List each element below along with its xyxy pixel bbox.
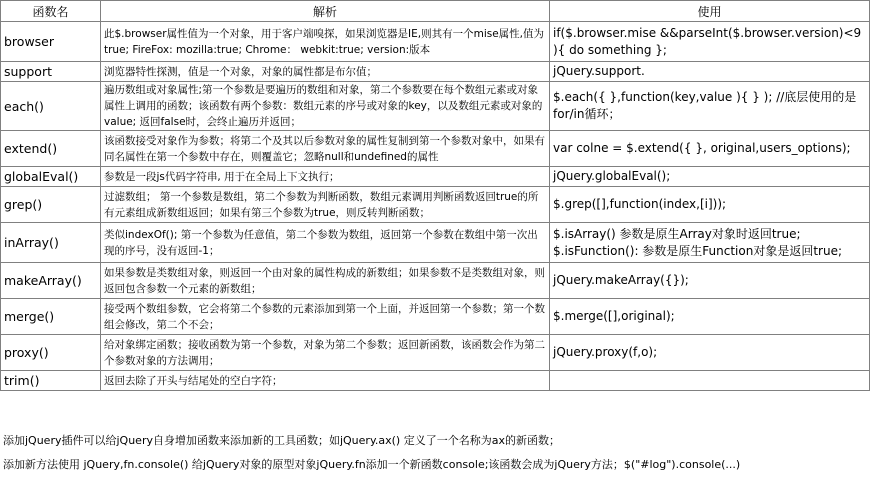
table-header-row (1, 1, 870, 22)
table-row (1, 371, 870, 391)
usage-cell: var colne = $.extend({ }, original,users_options); (550, 131, 870, 167)
table-body (1, 22, 870, 391)
note-plugin-method: 添加新方法使用 jQuery,fn.console() 给jQuery对象的原型对象jQuery.fn添加一个新函数console;该函数会成为jQuery方法；$("#log").console(...) (3, 458, 741, 471)
usage-cell: jQuery.support. (550, 62, 870, 82)
function-name-cell: merge() (1, 299, 101, 335)
table-row (1, 167, 870, 187)
header-name: 函数名 (1, 1, 101, 22)
usage-cell: jQuery.globalEval(); (550, 167, 870, 187)
usage-cell: $.grep([],function(index,[i])); (550, 187, 870, 223)
table-row (1, 263, 870, 299)
usage-cell: jQuery.makeArray({}); (550, 263, 870, 299)
description-cell: 遍历数组或对象属性;第一个参数是要遍历的数组和对象，第二个参数要在每个数组元素或对象属性上调用的函数；该函数有两个参数：数组元素的序号或对象的key，以及数组元素或对象的value; 返回false时，会终止遍历并返回； (101, 82, 550, 131)
usage-cell: jQuery.proxy(f,o); (550, 335, 870, 371)
function-name-cell: inArray() (1, 223, 101, 263)
function-name-cell: grep() (1, 187, 101, 223)
function-name-cell: trim() (1, 371, 101, 391)
function-name-cell: extend() (1, 131, 101, 167)
note-plugin-function: 添加jQuery插件可以给jQuery自身增加函数来添加新的工具函数；如jQuery.ax() 定义了一个名称为ax的新函数； (3, 434, 560, 447)
usage-cell: $.merge([],original); (550, 299, 870, 335)
table-row (1, 62, 870, 82)
description-cell: 类似indexOf(); 第一个参数为任意值，第二个参数为数组，返回第一个参数在数组中第一次出现的序号，没有返回-1； (101, 223, 550, 263)
table-row (1, 335, 870, 371)
description-cell: 此$.browser属性值为一个对象，用于客户端嗅探，如果浏览器是IE,则其有一个mise属性,值为true; FireFox: mozilla:true; Chrome： webkit:true; version:版本 (101, 22, 550, 62)
function-name-cell: globalEval() (1, 167, 101, 187)
function-name-cell: makeArray() (1, 263, 101, 299)
usage-cell: $.each({ },function(key,value ){ } ); //底层使用的是for/in循环； (550, 82, 870, 131)
table-row (1, 299, 870, 335)
table-row (1, 131, 870, 167)
description-cell: 浏览器特性探测，值是一个对象，对象的属性都是布尔值； (101, 62, 550, 82)
function-name-cell: browser (1, 22, 101, 62)
description-cell: 参数是一段js代码字符串, 用于在全局上下文执行； (101, 167, 550, 187)
function-name-cell: each() (1, 82, 101, 131)
description-cell: 给对象绑定函数；接收函数为第一个参数，对象为第二个参数；返回新函数，该函数会作为第二个参数对象的方法调用； (101, 335, 550, 371)
function-name-cell: support (1, 62, 101, 82)
usage-cell: if($.browser.mise &&parseInt($.browser.version)<9 ){ do something }; (550, 22, 870, 62)
table-row (1, 223, 870, 263)
header-desc: 解析 (101, 1, 550, 22)
description-cell: 如果参数是类数组对象，则返回一个由对象的属性构成的新数组；如果参数不是类数组对象，则返回包含参数一个元素的新数组； (101, 263, 550, 299)
usage-cell (550, 371, 870, 391)
description-cell: 过滤数组； 第一个参数是数组，第二个参数为判断函数，数组元素调用判断函数返回true的所有元素组成新数组返回；如果有第三个参数为true，则反转判断函数； (101, 187, 550, 223)
description-cell: 接受两个数组参数，它会将第二个参数的元素添加到第一个上面，并返回第一个参数；第一个数组会修改，第二个不会； (101, 299, 550, 335)
description-cell: 返回去除了开头与结尾处的空白字符； (101, 371, 550, 391)
usage-cell: $.isArray() 参数是原生Array对象时返回true; $.isFunction(): 参数是原生Function对象是返回true; (550, 223, 870, 263)
description-cell: 该函数接受对象作为参数；将第二个及其以后参数对象的属性复制到第一个参数对象中，如果有同名属性在第一个参数中存在，则覆盖它；忽略null和undefined的属性 (101, 131, 550, 167)
function-name-cell: proxy() (1, 335, 101, 371)
table-row (1, 82, 870, 131)
table-row (1, 187, 870, 223)
table-row (1, 22, 870, 62)
header-usage: 使用 (550, 1, 870, 22)
